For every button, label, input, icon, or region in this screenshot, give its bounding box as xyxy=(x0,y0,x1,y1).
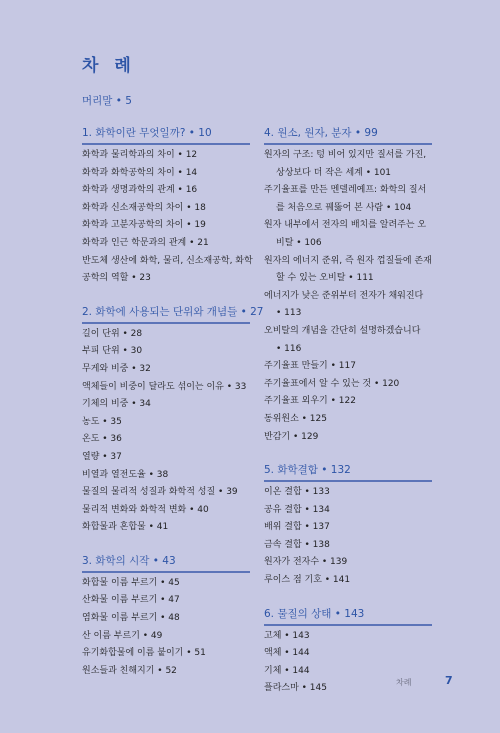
toc-entry[interactable]: 화학과 물리학과의 차이 • 12 xyxy=(82,150,198,160)
toc-entry[interactable]: 배위 결합 • 137 xyxy=(264,522,330,533)
toc-entry-continued[interactable]: 비탈 • 106 xyxy=(276,237,322,248)
toc-entry[interactable]: 부피 단위 • 30 xyxy=(82,346,143,357)
toc-chapter-2 xyxy=(82,301,264,537)
toc-entry[interactable]: 원자가 전자수 • 139 xyxy=(264,557,348,568)
toc-right-column xyxy=(264,122,432,711)
toc-entry[interactable]: 고체 • 143 xyxy=(264,630,310,641)
toc-preface-entry[interactable]: 머리말 • 5 xyxy=(82,95,132,107)
toc-entry[interactable]: 화학과 고분자공학의 차이 • 19 xyxy=(82,220,206,231)
toc-chapter-4 xyxy=(264,122,432,446)
toc-entry[interactable]: 비열과 열전도율 • 38 xyxy=(82,469,169,480)
toc-entry[interactable]: 주기율표 외우기 • 122 xyxy=(264,396,356,407)
toc-entry[interactable]: 화합물 이름 부르기 • 45 xyxy=(82,577,180,588)
toc-entry[interactable]: 반감기 • 129 xyxy=(264,431,319,442)
toc-entry[interactable]: 길이 단위 • 28 xyxy=(82,328,143,339)
toc-entry[interactable]: 물리적 변화와 화학적 변화 • 40 xyxy=(82,504,209,515)
toc-entry[interactable]: 산 이름 부르기 • 49 xyxy=(82,630,163,641)
toc-entry[interactable]: 에너지가 낮은 준위부터 전자가 채워진다 xyxy=(264,290,424,301)
toc-entry[interactable]: 금속 결합 • 138 xyxy=(264,539,330,550)
chapter-heading[interactable]: 1. 화학이란 무엇일까? • 10 xyxy=(82,122,250,145)
toc-entry[interactable]: 공학의 역할 • 23 xyxy=(82,273,151,284)
chapter-heading[interactable]: 4. 원소, 원자, 분자 • 99 xyxy=(264,122,432,145)
toc-entry[interactable]: 염화물 이름 부르기 • 48 xyxy=(82,613,180,624)
toc-entry[interactable]: 루이스 점 기호 • 141 xyxy=(264,575,351,586)
toc-entry[interactable]: 액체 • 144 xyxy=(264,648,310,659)
chapter-heading[interactable]: 2. 화학에 사용되는 단위와 개념들 • 27 xyxy=(82,301,250,324)
toc-entry[interactable]: 화합물과 혼합물 • 41 xyxy=(82,522,169,533)
toc-entry[interactable]: 농도 • 35 xyxy=(82,416,122,427)
toc-entry[interactable]: 주기율표에서 알 수 있는 것 • 120 xyxy=(264,378,400,389)
chapter-heading[interactable]: 5. 화학결합 • 132 xyxy=(264,459,432,482)
toc-entry[interactable]: 원자의 구조: 텅 비어 있지만 질서를 가진, xyxy=(264,150,427,160)
toc-entry-continued[interactable]: 를 처음으로 꿰뚫어 본 사람 • 104 xyxy=(276,202,412,213)
toc-entry-continued[interactable]: • 113 xyxy=(276,308,302,319)
toc-entry[interactable]: 주기율표를 만든 멘델레예프: 화학의 질서 xyxy=(264,185,427,196)
chapter-heading[interactable]: 3. 화학의 시작 • 43 xyxy=(82,550,250,573)
toc-entry[interactable]: 공유 결합 • 134 xyxy=(264,504,330,515)
toc-chapter-3 xyxy=(82,550,250,681)
toc-entry[interactable]: 무게와 비중 • 32 xyxy=(82,363,151,374)
toc-left-column xyxy=(82,122,264,693)
toc-entry[interactable]: 이온 결합 • 133 xyxy=(264,487,330,498)
toc-chapter-5 xyxy=(264,459,432,590)
toc-entry[interactable]: 화학과 인근 학문과의 관계 • 21 xyxy=(82,237,209,248)
toc-entry-continued[interactable]: 할 수 있는 오비탈 • 111 xyxy=(276,273,374,284)
toc-entry[interactable]: 온도 • 36 xyxy=(82,434,122,445)
running-footer-label: 차례 xyxy=(396,678,412,687)
toc-chapter-1 xyxy=(82,122,253,288)
page-number: 7 xyxy=(445,674,453,687)
toc-entry[interactable]: 원자의 에너지 준위, 즉 원자 껍질들에 존재 xyxy=(264,255,432,266)
toc-entry-continued[interactable]: • 116 xyxy=(276,343,302,354)
toc-entry[interactable]: 반도체 생산에 화학, 물리, 신소재공학, 화학 xyxy=(82,255,253,266)
toc-entry[interactable]: 유기화합물에 이름 붙이기 • 51 xyxy=(82,648,206,659)
toc-entry[interactable]: 화학과 신소재공학의 차이 • 18 xyxy=(82,202,206,213)
toc-entry[interactable]: 원자 내부에서 전자의 배치를 알려주는 오 xyxy=(264,220,427,231)
toc-entry[interactable]: 오비탈의 개념을 간단히 설명하겠습니다 xyxy=(264,325,421,336)
chapter-heading[interactable]: 6. 물질의 상태 • 143 xyxy=(264,603,432,626)
toc-entry-continued[interactable]: 상상보다 더 작은 세계 • 101 xyxy=(276,167,392,178)
toc-entry[interactable]: 액체들이 비중이 달라도 섞이는 이유 • 33 xyxy=(82,381,247,392)
toc-entry[interactable]: 기체 • 144 xyxy=(264,665,310,676)
toc-entry[interactable]: 주기율표 만들기 • 117 xyxy=(264,361,356,372)
toc-entry[interactable]: 플라스마 • 145 xyxy=(264,683,327,694)
toc-entry[interactable]: 물질의 물리적 성질과 화학적 성질 • 39 xyxy=(82,487,238,498)
toc-entry[interactable]: 화학과 생명과학의 관계 • 16 xyxy=(82,185,198,196)
toc-entry[interactable]: 화학과 화학공학의 차이 • 14 xyxy=(82,167,198,178)
toc-entry[interactable]: 동위원소 • 125 xyxy=(264,413,327,424)
toc-entry[interactable]: 원소들과 친해지기 • 52 xyxy=(82,665,177,676)
toc-entry[interactable]: 열량 • 37 xyxy=(82,451,122,462)
toc-entry[interactable]: 산화물 이름 부르기 • 47 xyxy=(82,595,180,606)
page-title: 차 례 xyxy=(82,56,136,76)
toc-entry[interactable]: 기체의 비중 • 34 xyxy=(82,399,151,410)
